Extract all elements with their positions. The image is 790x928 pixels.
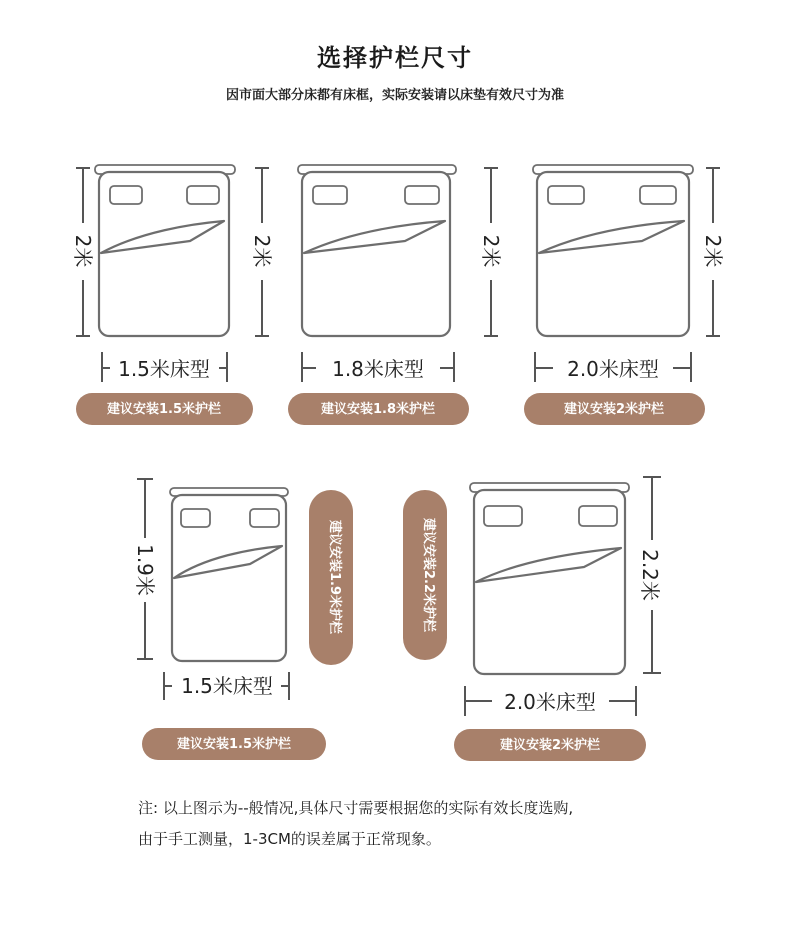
bed-3-group: [479, 165, 725, 425]
bed-2-drawing: [298, 165, 456, 336]
page-subtitle: 因市面大部分床都有床框，实际安装请以床垫有效尺寸为准: [225, 88, 564, 103]
length-label: 1.9米: [133, 544, 157, 596]
recommendation-text: 建议安装2米护栏: [563, 402, 665, 417]
pillow: [548, 186, 584, 204]
bed-4-group: [133, 479, 353, 760]
pillow: [405, 186, 439, 204]
pillow: [579, 506, 617, 526]
pillow: [640, 186, 676, 204]
bed-2-group: [250, 165, 469, 425]
bed-1-group: [71, 165, 253, 425]
note-line-2: 由于手工测量，1-3CM的误差属于正常现象。: [138, 830, 441, 848]
length-label: 2米: [701, 234, 725, 268]
width-label: 2.0米床型: [567, 357, 659, 381]
side-recommendation-text: 建议安装2.2米护栏: [421, 517, 436, 633]
side-recommendation-text: 建议安装1.9米护栏: [327, 519, 342, 635]
page-title: 选择护栏尺寸: [317, 44, 473, 72]
length-label: 2米: [250, 234, 274, 268]
pillow: [110, 186, 142, 204]
bed-3-drawing: [533, 165, 693, 336]
pillow: [313, 186, 347, 204]
pillow: [181, 509, 210, 527]
pillow: [250, 509, 279, 527]
bed-5-group: [403, 477, 662, 761]
recommendation-text: 建议安装1.5米护栏: [176, 737, 292, 752]
width-label: 2.0米床型: [504, 690, 596, 714]
note-line-1: 注: 以上图示为--般情况,具体尺寸需要根据您的实际有效长度选购,: [138, 799, 574, 817]
bed-4-drawing: [170, 488, 288, 661]
width-label: 1.8米床型: [332, 357, 424, 381]
length-label: 2米: [71, 234, 95, 268]
width-label: 1.5米床型: [181, 674, 273, 698]
recommendation-text: 建议安装1.8米护栏: [320, 402, 436, 417]
bed-5-drawing: [470, 483, 629, 674]
width-label: 1.5米床型: [118, 357, 210, 381]
recommendation-text: 建议安装2米护栏: [499, 738, 601, 753]
bed-1-drawing: [95, 165, 235, 336]
recommendation-text: 建议安装1.5米护栏: [106, 402, 222, 417]
pillow: [187, 186, 219, 204]
length-label: 2米: [479, 234, 503, 268]
length-label: 2.2米: [638, 549, 662, 601]
pillow: [484, 506, 522, 526]
